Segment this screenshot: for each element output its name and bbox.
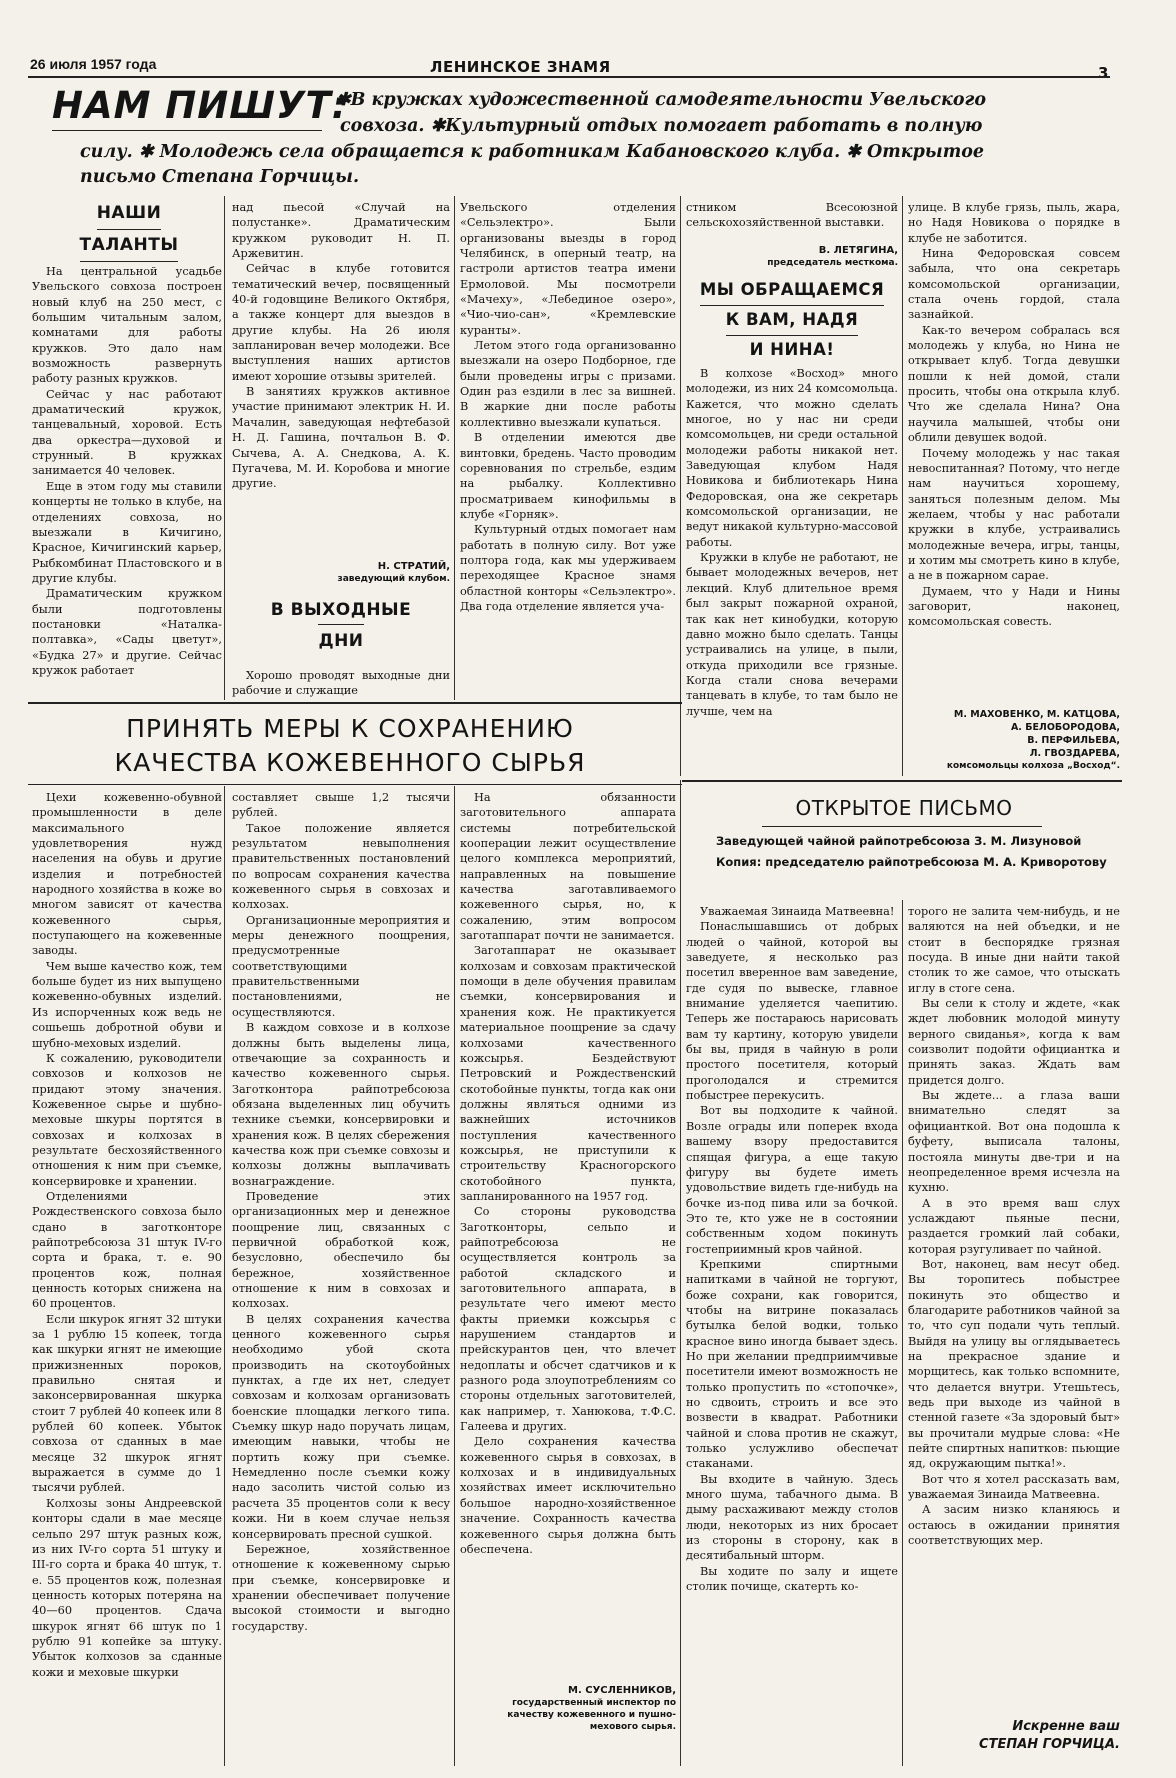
banner-title-underline <box>52 130 322 131</box>
talents-heading-line2: ТАЛАНТЫ <box>34 230 224 262</box>
paragraph: Понаслышавшись от добрых людей о чайной, которой вы заведуете, я несколько раз посетил вверенное вам заведение, где судя по вывеске, главное внимание уделяется чаепитию. Теперь же постараюсь нарисовать вам ту картину, которую увидели бы вы, придя в чайную в роли простого посетителя, который проголодался и стремится побыстрее перекусить. <box>686 920 898 1103</box>
talents-signature-name: Н. СТРАТИЙ, <box>377 561 450 572</box>
column-rule <box>680 780 681 1766</box>
letter-heading: ОТКРЫТОЕ ПИСЬМО <box>795 796 1013 820</box>
leather-signature-name: М. СУСЛЕННИКОВ, <box>568 1685 676 1696</box>
section-rule <box>28 702 682 704</box>
talents-signature <box>232 560 450 585</box>
paragraph: Вы входите в чайную. Здесь много шума, табачного дыма. В дыму расхаживают между столов люди, некоторых из них бросает из стороны в сторону, как в десятибальный шторм. <box>686 1472 898 1563</box>
talents-column-2 <box>232 200 450 530</box>
column-rule <box>224 196 225 700</box>
paragraph: Колхозы зоны Андреевской конторы сдали в мае месяце сельпо 297 штук разных кож, из них IV-го сорта 51 штуку и III-го сорта и брака 40 штук, т. е. 55 процентов кож, полезная ценность которых потеряна на 40—60 процентов. Сдача шкурок ягнят 66 штук по 1 рублю 91 копейке за штуку. Убыток колхозов за сданные кожи и меховые шкурки <box>32 1496 222 1679</box>
weekend-column-4 <box>686 200 898 234</box>
appeal-column-5 <box>908 200 1120 700</box>
paragraph: Чем выше качество кож, тем больше будет из них выпущено кожевенно-обувных изделий. Из испорченных кож ведь не сошьешь добротной обуви и шубно-меховых изделий. <box>32 959 222 1050</box>
paragraph: В каждом совхозе и в колхозе должны быть выделены лица, отвечающие за сохранность и качество кожевенного сырья. Заготконтора райпотребсоюза обязана выделенных лиц обучить технике съемки, консервировки и хранения кож. В целях сбережения качества кож при съемке совхозы и колхозы должны выплачивать вознаграждение. <box>232 1021 450 1188</box>
column-rule <box>902 196 903 776</box>
paragraph: Вы ждете... а глаза ваши внимательно следят за официанткой. Вот она подошла к буфету, выписала талоны, постояла минуты две-три и на неопределенное время исчезла на кухню. <box>908 1089 1120 1195</box>
weekend-column-2 <box>232 668 450 704</box>
talents-column-1 <box>32 264 222 704</box>
appeal-signature-line: Л. ГВОЗДАРЕВА, <box>1029 748 1120 759</box>
paragraph: Нина Федоровская совсем забыла, что она секретарь комсомольской организации, стала очень гордой, стала зазнайкой. <box>908 247 1120 322</box>
letter-address <box>716 834 1112 870</box>
leather-heading-rule <box>28 784 682 785</box>
paragraph: Думаем, что у Нади и Нины заговорит, наконец, комсомольская совесть. <box>908 584 1120 629</box>
paragraph: Увельского отделения «Сельэлектро». Были организованы выезды в город Челябинск, в оперный театр, на гастроли артистов театра имени Ермоловой. Мы посмотрели «Мачеху», «Лебединое озеро», «Чио-чио-сан», «Кремлевские куранты». <box>460 201 676 337</box>
paragraph: В отделении имеются две винтовки, бредень. Часто проводим соревнования по стрельбе, ездим на рыбалку. Коллективно просматриваем кинофильмы в клубе «Горняк». <box>460 431 676 521</box>
masthead-date: 26 июля 1957 года <box>30 56 157 72</box>
paragraph: К сожалению, руководители совхозов и колхозов не придают этому значения. Кожевенное сырье и шубно-меховые шкуры портятся в совхозах и колхозах в результате бесхозяйственного отношения к ним при съемке, консервировке и хранении. <box>32 1051 222 1188</box>
letter-signature-name: СТЕПАН ГОРЧИЦА. <box>979 1737 1120 1752</box>
column-rule <box>680 196 681 776</box>
banner-line-4: письмо Степана Горчицы. <box>80 167 360 187</box>
paragraph: Организационные мероприятия и меры денежного поощрения, предусмотренные соответствующими правительственными постановлениями, не осуществляются. <box>232 913 450 1019</box>
paragraph: Крепкими спиртными напитками в чайной не торгуют, боже сохрани, как говорится, чтобы на витрине показалась бутылка белой водки, только красное вино иногда бывает здесь. Но при желании предприимчивые посетители имеют возможность не только пропустить по «стопочке», но сдвоить, строить и все это возвести в квадрат. Работники чайной и слова против не скажут, только услужливо обеспечат стаканами. <box>686 1257 898 1471</box>
leather-column-1 <box>32 790 222 1768</box>
paragraph: Почему молодежь у нас такая невоспитанная? Потому, что негде нам научиться хорошему, заняться полезным делом. Мы желаем, чтобы у нас работали кружки в клубе, устраивались молодежные вечера, игры, танцы, и хотим мы смотреть кино в клубе, а не в пожарном сарае. <box>908 446 1120 583</box>
paragraph: На обязанности заготовительного аппарата системы потребительской кооперации лежит осуществление целого комплекса мероприятий, направленных на повышение качества заготавливаемого кожевенного сырья, но, к сожалению, этим вопросом заготаппарат почти не занимается. <box>460 791 676 943</box>
paragraph: Дело сохранения качества кожевенного сырья в совхозах, в колхозах и в индивидуальных хозяйствах имеет исключительно большое народно-хозяйственное значение. Сохранность качества кожевенного сырья должна быть обеспечена. <box>460 1435 676 1556</box>
paragraph: Драматическим кружком были подготовлены постановки «Наталка-полтавка», «Сады цветут», «Будка 27» и другие. Сейчас кружок работает <box>32 587 222 677</box>
leather-column-2 <box>232 790 450 1768</box>
paragraph: Цехи кожевенно-обувной промышленности в деле максимального удовлетворения нужд населения на обувь и другие изделия и потребностей народного хозяйства в коже во многом зависят от качества кожевенного сырья, поступающего на кожевенные заводы. <box>32 791 222 958</box>
paragraph: Вы ходите по залу и ищете столик почище, скатерть ко- <box>686 1564 898 1594</box>
paragraph: Вот что я хотел рассказать вам, уважаемая Зинаида Матвеевна. <box>908 1472 1120 1502</box>
paragraph: Кружки в клубе не работают, не бывает молодежных вечеров, нет лекций. Клуб длительное время был закрыт пожарной охраной, так как нет кинобудки, которую давно можно было сделать. Танцы устраивались на улице, в пыли, откуда приходили все грязные. Когда стали снова вечерами танцевать в клубе, то там было не лучше, чем на <box>686 551 898 718</box>
talents-signature-role: заведующий клубом. <box>337 574 450 584</box>
appeal-column-4 <box>686 366 898 780</box>
letter-copy-to: Копия: председателю райпотребсоюза М. А. Криворотову <box>716 855 1107 869</box>
appeal-heading-line3: И НИНА! <box>749 340 835 359</box>
paragraph: Хорошо проводят выходные дни рабочие и служащие <box>232 669 450 698</box>
paragraph: составляет свыше 1,2 тысячи рублей. <box>232 791 450 820</box>
appeal-heading-line1: МЫ ОБРАЩАЕМСЯ <box>686 276 898 306</box>
banner-title: НАМ ПИШУТ: <box>52 84 348 127</box>
paragraph: Сейчас в клубе готовится тематический вечер, посвященный 40-й годовщине Великого Октября, а также концерт для выездов в другие клубы. На 26 июля запланирован вечер молодежи. Все выступления наших артистов имеют хорошие отзывы зрителей. <box>232 262 450 383</box>
weekend-column-3 <box>460 200 676 704</box>
leather-signature-role: качеству кожевенного и пушно- <box>507 1710 676 1720</box>
paragraph: А засим низко кланяюсь и остаюсь в ожидании принятия соответствующих мер. <box>908 1503 1120 1548</box>
leather-heading-line2: КАЧЕСТВА КОЖЕВЕННОГО СЫРЬЯ <box>114 748 586 777</box>
weekend-signature <box>686 244 898 269</box>
paragraph: Бережное, хозяйственное отношение к кожевенному сырью при съемке, консервировке и хранении обеспечивает получение высокой стоимости и выгодно государству. <box>232 1542 450 1633</box>
letter-signature <box>908 1718 1120 1754</box>
paragraph: Такое положение является результатом невыполнения правительственных постановлений по вопросам сохранения качества кожевенного сырья в совхозах и колхозах. <box>232 821 450 912</box>
paragraph: Сейчас у нас работают драматический кружок, танцевальный, хоровой. Есть два оркестра—духовой и струнный. В кружках занимается 40 человек. <box>32 387 222 478</box>
appeal-signature-line: В. ПЕРФИЛЬЕВА, <box>1027 735 1120 746</box>
appeal-signature-line: комсомольцы колхоза „Восход“. <box>946 761 1120 771</box>
paragraph: В занятиях кружков активное участие принимают электрик Н. И. Мачалин, заведующая нефтебазой Н. Д. Гашина, почтальон В. Ф. Сычева, А. А. Снедкова, А. К. Пугачева, М. И. Коробова и многие другие. <box>232 385 450 491</box>
leather-column-3 <box>460 790 676 1678</box>
leather-heading <box>40 712 660 780</box>
banner-line-3: силу. ✱ Молодежь села обращается к работникам Кабановского клуба. ✱ Открытое <box>80 142 985 162</box>
paragraph: Вы сели к столу и ждете, «как ждет любовник молодой минуту верного свиданья», когда к вам соизволит подойти официантка и принять заказ. Ждать вам придется долго. <box>908 997 1120 1087</box>
paragraph: Проведение этих организационных мер и денежное поощрение лиц, связанных с первичной обработкой кож, безусловно, обеспечило бы бережное, хозяйственное отношение к ним в совхозах и колхозах. <box>232 1189 450 1311</box>
paragraph: Уважаемая Зинаида Матвеевна! <box>700 905 895 918</box>
paragraph: Летом этого года организованно выезжали на озеро Подборное, где были проведены игры с призами. Один раз ездили в лес за вишней. В жаркие дни после работы коллективно выезжали купаться. <box>460 339 676 429</box>
masthead-paper-name: ЛЕНИНСКОЕ ЗНАМЯ <box>430 58 611 76</box>
masthead-rule <box>28 76 1110 78</box>
paragraph: Заготаппарат не оказывает колхозам и совхозам практической помощи в деле обучения правилам съемки, консервирования и хранения кож. Не практикуется материальное поощрение за сдачу колхозами качественного кожсырья. Бездействуют Петровский и Рождественский скотобойные пункты, тогда как они должны являться одними из важнейших источников поступления качественного кожсырья, не приступили к строительству Красногорского скотобойного пункта, запланированного на 1957 год. <box>460 944 676 1203</box>
banner-line-1: ✱В кружках художественной самодеятельности Увельского <box>336 90 987 110</box>
paragraph: В целях сохранения качества ценного кожевенного сырья необходимо убой скота производить на скотоубойных пунктах, а где их нет, следует совхозам и колхозам организовать боенские площадки легкого типа. Съемку шкур надо поручать лицам, имеющим навыки, чтобы не портить кожу при съемке. Немедленно после съемки кожу надо засолить чистой солью из расчета 35 процентов соли к весу кожи. Ни в коем случае нельзя консервировать пресной сушкой. <box>232 1312 450 1541</box>
paragraph: А в это время ваш слух услаждают пьяные песни, раздается громкий лай собаки, которая рзугуливает по чайной. <box>908 1196 1120 1256</box>
paragraph: Еще в этом году мы ставили концерты не только в клубе, на отделениях совхоза, но выезжали в Кичигино, Красное, Кичигинский карьер, Рыбкомбинат Пластовского и в другие клубы. <box>32 479 222 585</box>
talents-heading-line1: НАШИ <box>34 198 224 230</box>
leather-heading-line1: ПРИНЯТЬ МЕРЫ К СОХРАНЕНИЮ <box>126 714 574 743</box>
appeal-heading <box>686 276 898 364</box>
appeal-signature-line: А. БЕЛОБОРОДОВА, <box>1010 722 1120 733</box>
appeal-signatures <box>908 708 1120 772</box>
banner-line-2: совхоза. ✱Культурный отдых помогает работать в полную <box>340 116 983 136</box>
paragraph: Отделениями Рождественского совхоза было сдано в заготконторе райпотребсоюза 31 штук IV-го сорта и брака, т. е. 90 процентов кож, полная ценность которых снижена на 60 процентов. <box>32 1189 222 1311</box>
paragraph: На центральной усадьбе Увельского совхоза построен новый клуб на 250 мест, с большим читальным залом, комнатами для работы кружков. Это дало нам возможность развернуть работу разных кружков. <box>32 265 222 386</box>
weekend-signature-name: В. ЛЕТЯГИНА, <box>818 245 898 256</box>
paragraph: Если шкурок ягнят 32 штуки за 1 рублю 15 копеек, тогда как шкурки ягнят не имеющие прижизненных пороков, правильно снятая и законсервированная шкурка стоит 7 рублей 40 копеек или 8 рублей 60 копеек. Убыток совхоза от сданных в мае месяце 32 шкурок ягнят выражается в сумме до 1 тысячи рублей. <box>32 1312 222 1495</box>
paragraph: В колхозе «Восход» много молодежи, из них 24 комсомольца. Кажется, что можно сделать многое, но у нас ни среди комсомольцев, ни среди остальной молодежи работы никакой нет. Заведующая клубом Надя Новикова и библиотекарь Нина Федоровская, она же секретарь комсомольской организации, не ведут никакой культурно-массовой работы. <box>686 367 898 549</box>
paragraph: стником Всесоюзной сельскохозяйственной выставки. <box>686 201 898 230</box>
leather-signature-role: государственный инспектор по <box>512 1698 676 1708</box>
letter-column-1 <box>686 904 898 1770</box>
column-rule <box>902 900 903 1766</box>
appeal-signature-line: М. МАХОВЕНКО, М. КАТЦОВА, <box>953 709 1120 720</box>
column-rule <box>454 786 455 1766</box>
paragraph: Со стороны руководства Заготконторы, сельпо и райпотребсоюза не осуществляется контроль за работой складского и заготовительного аппарата, в результате чего имеют место факты приемки кожсырья с нарушением стандартов и прейскурантов цен, что влечет недоплаты и обсчет сдатчиков и к разного рода злоупотреблениям со стороны отдельных заготовителей, как например, т. Ханюкова, т.Ф.С. Галеева и других. <box>460 1205 676 1434</box>
section-rule <box>682 780 1122 782</box>
paragraph: улице. В клубе грязь, пыль, жара, но Надя Новикова о порядке в клубе не заботится. <box>908 201 1120 245</box>
weekend-signature-role: председатель месткома. <box>767 258 898 268</box>
paragraph: над пьесой «Случай на полустанке». Драматическим кружком руководит Н. П. Аржевитин. <box>232 201 450 261</box>
paragraph: Вот, наконец, вам несут обед. Вы торопитесь побыстрее покинуть это общество и благодарите работников чайной за то, что суп подали чуть теплый. Выйдя на улицу вы оглядываетесь на прекрасное здание и морщитесь, как только вспомните, что делается внутри. Утешьтесь, ведь при выходе из чайной в стенной газете «За здоровый быт» вы прочитали мудрые слова: «Не пейте спиртных напитков: пьющие яд, окружающим пытка!». <box>908 1257 1120 1471</box>
paragraph: Вот вы подходите к чайной. Возле ограды или поперек входа вашему взору предоставится спящая фигура, а еще такую фигуру вы будете иметь удовольствие видеть где-нибудь на бочке из-под пива или за бочкой. Это те, кто уже не в состоянии собственным ходом покинуть гостеприимный кров чайной. <box>686 1104 898 1256</box>
column-rule <box>454 196 455 700</box>
weekend-heading <box>232 596 450 655</box>
paragraph: Культурный отдых помогает нам работать в полную силу. Вот уже полтора года, как мы удерживаем переходящее Красное знамя областной конторы «Сельэлектро». Два года отделение является уча- <box>460 523 676 613</box>
leather-signature <box>460 1684 676 1733</box>
letter-heading-rule <box>762 826 1042 827</box>
weekend-heading-line2: ДНИ <box>232 624 450 655</box>
letter-addressee: Заведующей чайной райпотребсоюза З. М. Лизуновой <box>716 834 1082 848</box>
masthead-page-number: 3 <box>1098 64 1109 82</box>
column-rule <box>224 786 225 1766</box>
leather-signature-role: мехового сырья. <box>589 1722 676 1732</box>
letter-column-2 <box>908 904 1120 1714</box>
letter-signature-closing: Искренне ваш <box>1012 1719 1120 1734</box>
talents-heading <box>34 198 224 262</box>
paragraph: Как-то вечером собралась вся молодежь у клуба, но Нина не открывает клуб. Тогда девушки пошли к ней домой, стали просить, чтобы она открыла клуб. Что же сделала Нина? Она научила малышей, чтобы они облили девушек водой. <box>908 323 1120 445</box>
paragraph: торого не залита чем-нибудь, и не валяются на ней объедки, и не стоит в беспорядке грязная посуда. В иные дни найти такой столик то же самое, что отыскать иглу в стоге сена. <box>908 905 1120 995</box>
weekend-heading-line1: В ВЫХОДНЫЕ <box>270 600 412 620</box>
appeal-heading-line2: К ВАМ, НАДЯ <box>686 306 898 336</box>
